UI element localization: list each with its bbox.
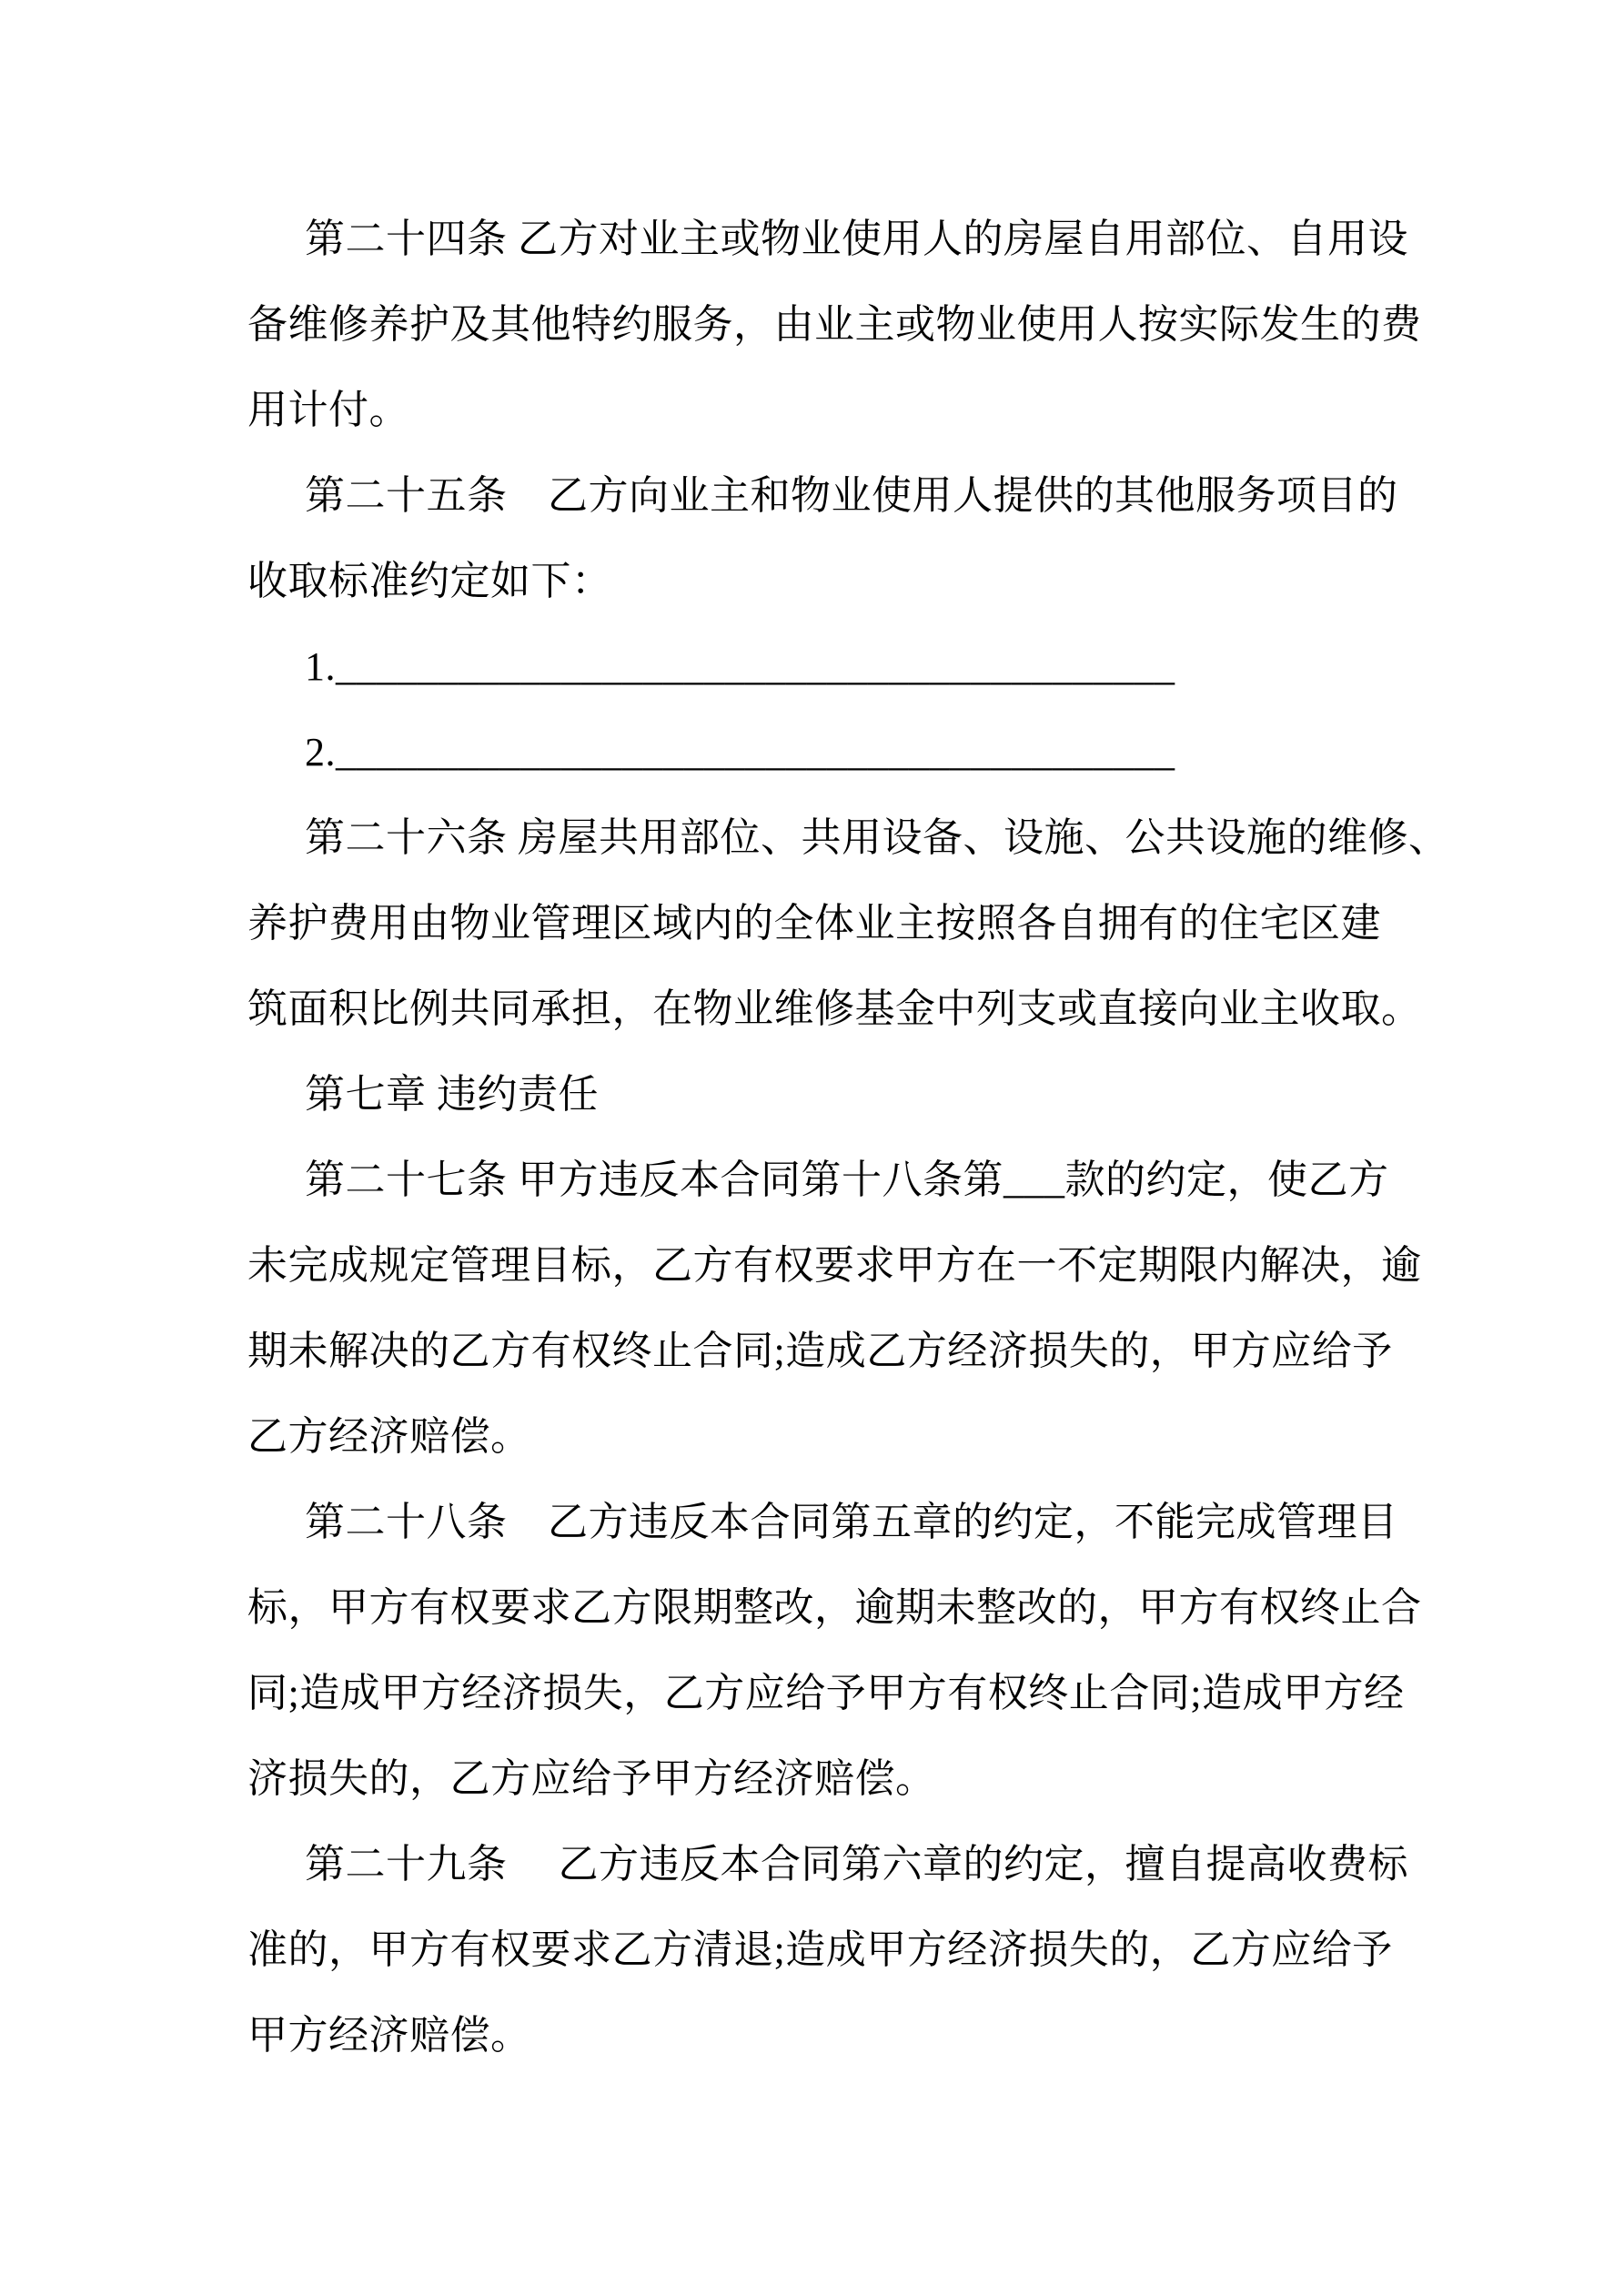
contract-line: 1._________________________________________ [305, 644, 1175, 689]
contract-line: 收取标准约定如下： [247, 559, 612, 603]
contract-line: 准的，甲方有权要求乙方清退;造成甲方经济损失的，乙方应给予 [247, 1927, 1393, 1972]
contract-line: 用计付。 [247, 388, 409, 432]
contract-line: 未完成规定管理目标，乙方有权要求甲方在一不定期限内解决，逾 [247, 1243, 1422, 1288]
contract-line: 乙方经济赔偿。 [247, 1414, 531, 1459]
contract-text-block [247, 197, 1448, 2079]
contract-line: 济损失的，乙方应给予甲方经济赔偿。 [247, 1756, 936, 1801]
contract-line: 第二十五条 乙方向业主和物业使用人提供的其他服务项目的 [305, 473, 1398, 518]
contract-line: 2._________________________________________ [305, 730, 1175, 774]
contract-line: 第七章 违约责任 [305, 1072, 599, 1117]
contract-line: 期未解决的乙方有权终止合同;造成乙方经济损失的，甲方应给予 [247, 1329, 1393, 1373]
contract-line: 第二十六条 房屋共用部位、共用设备、设施、公共设施的维修、 [305, 815, 1449, 860]
contract-line: 标，甲方有权要求乙方限期整改，逾期未整改的，甲方有权终止合 [247, 1585, 1422, 1630]
contract-line: 第二十四条 乙方对业主或物业使用人的房屋自用部位、自用设 [305, 217, 1408, 261]
contract-line: 同;造成甲方经济损失，乙方应给予甲方有权终止合同;造成甲方经 [247, 1671, 1405, 1715]
contract-line: 第二十八条 乙方违反本合同第五章的约定，不能完成管理目 [305, 1500, 1398, 1544]
contract-line: 甲方经济赔偿。 [247, 2013, 531, 2058]
contract-line: 第二十九条 乙方违反本合同第六章的约定，擅自提高收费标 [305, 1842, 1408, 1886]
contract-line: 备维修养护及其他特约服务，由业主或物业使用人按实际发生的费 [247, 302, 1422, 347]
contract-line: 第二十七条 甲方违反本合同第十八条第___款的约定，使乙方 [305, 1158, 1389, 1202]
contract-line: 养护费用由物业管理区域内的全体业主按照各自拥有的住宅区建 [247, 901, 1381, 946]
contract-line: 筑面积比例共同承担，在物业维修基金中列支或直接向业主收取。 [247, 986, 1422, 1031]
